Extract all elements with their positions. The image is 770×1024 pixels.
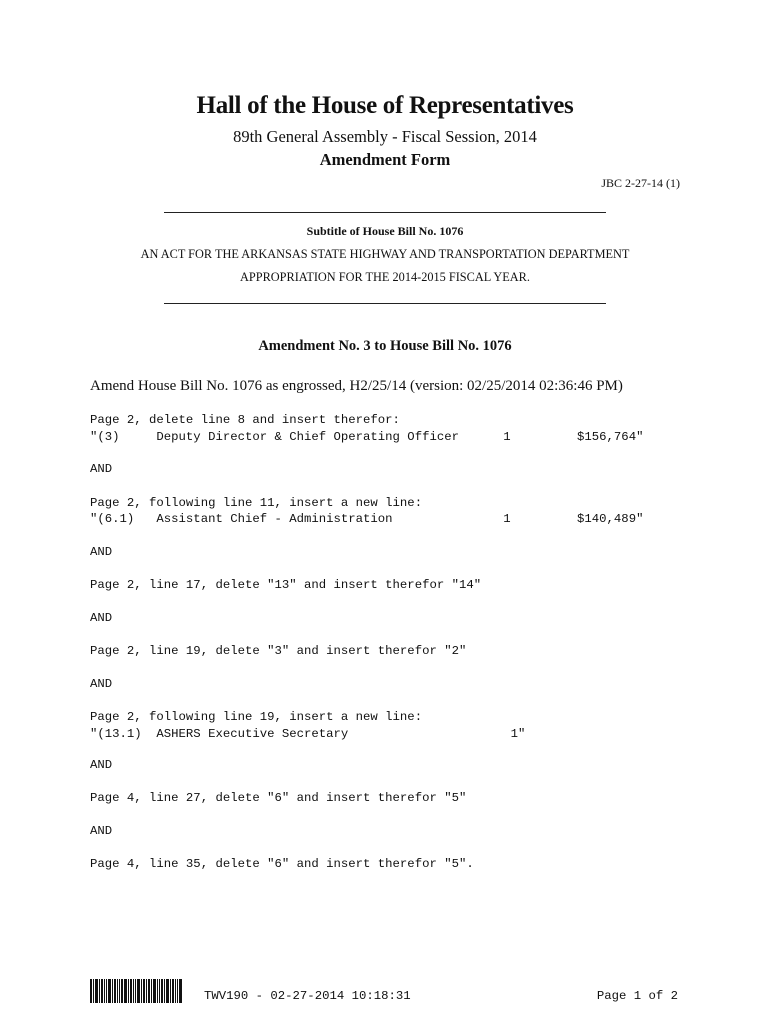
divider-top [164, 212, 606, 213]
body-line: Page 2, line 19, delete "3" and insert therefor "2" [90, 644, 467, 658]
jbc-reference: JBC 2-27-14 (1) [601, 176, 680, 190]
amendment-number: Amendment No. 3 to House Bill No. 1076 [258, 338, 512, 354]
body-line: Page 2, delete line 8 and insert therefor: [90, 413, 400, 427]
amendment-intro: Amend House Bill No. 1076 as engrossed, H2/25/14 (version: 02/25/2014 02:36:46 PM) [90, 378, 623, 394]
subtitle-heading: Subtitle of House Bill No. 1076 [306, 224, 464, 238]
barcode-icon [90, 979, 182, 1003]
footer-stamp: TWV190 - 02-27-2014 10:18:31 [204, 989, 411, 1003]
and-separator: AND [90, 545, 113, 559]
body-line: "(13.1) ASHERS Executive Secretary 1" [90, 727, 526, 741]
act-line-2: APPROPRIATION FOR THE 2014-2015 FISCAL YEAR. [240, 270, 530, 284]
session-line: 89th General Assembly - Fiscal Session, 2014 [233, 127, 537, 146]
body-line: Page 2, following line 19, insert a new line: [90, 710, 423, 724]
and-separator: AND [90, 611, 113, 625]
act-line-1: AN ACT FOR THE ARKANSAS STATE HIGHWAY AND TRANSPORTATION DEPARTMENT [140, 247, 630, 261]
body-line: Page 2, following line 11, insert a new line: [90, 496, 423, 510]
body-line: Page 4, line 35, delete "6" and insert therefor "5". [90, 857, 474, 871]
body-line: Page 4, line 27, delete "6" and insert therefor "5" [90, 791, 467, 805]
and-separator: AND [90, 677, 113, 691]
body-line: "(6.1) Assistant Chief - Administration 1 $140,489" [90, 512, 644, 526]
divider-bottom [164, 303, 606, 304]
and-separator: AND [90, 758, 113, 772]
body-line: "(3) Deputy Director & Chief Operating Officer 1 $156,764" [90, 430, 644, 444]
page-title: Hall of the House of Representatives [196, 92, 574, 119]
and-separator: AND [90, 824, 113, 838]
page-number: Page 1 of 2 [596, 989, 678, 1003]
and-separator: AND [90, 462, 113, 476]
body-line: Page 2, line 17, delete "13" and insert therefor "14" [90, 578, 482, 592]
form-name: Amendment Form [319, 150, 451, 169]
